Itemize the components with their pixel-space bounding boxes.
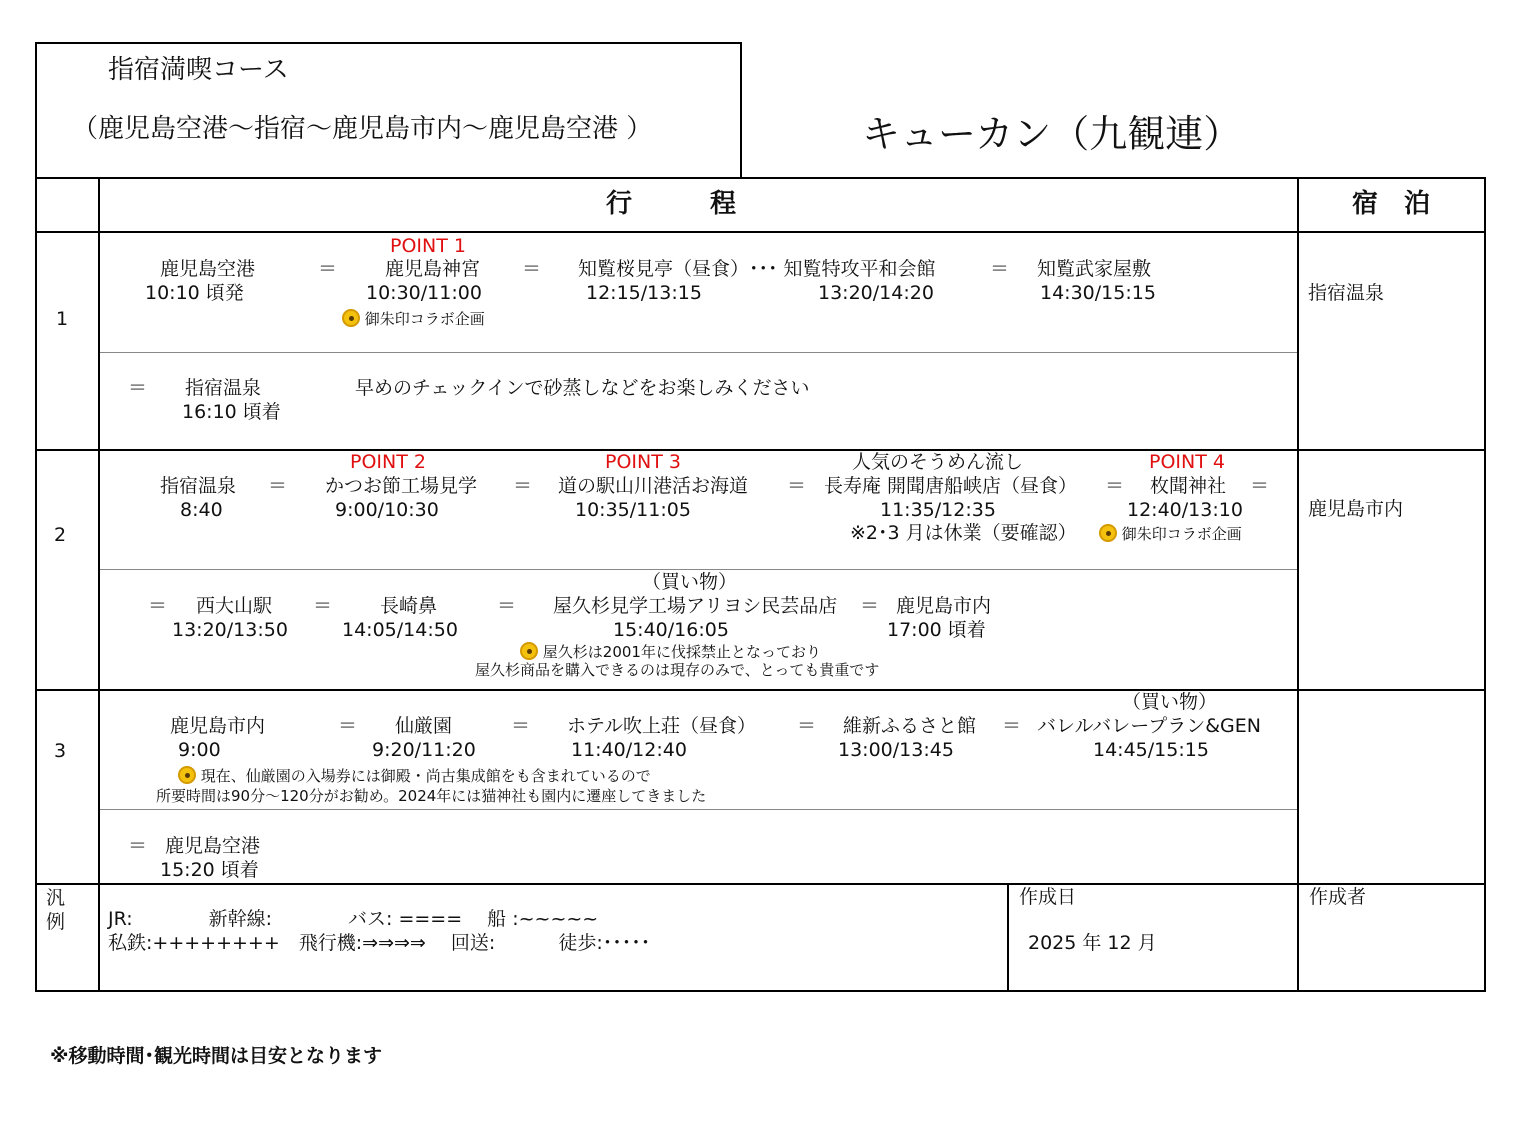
time: 11:35/12:35 <box>880 499 996 521</box>
stop: 鹿児島空港 <box>165 835 261 857</box>
company-name: キューカン（九観連） <box>862 112 1242 156</box>
day-number: 1 <box>56 308 69 330</box>
caption: （買い物） <box>1122 691 1218 713</box>
point-label: POINT 1 <box>390 235 466 257</box>
stop: 維新ふるさと館 <box>843 715 977 737</box>
point-label: POINT 3 <box>605 451 681 473</box>
stop: 鹿児島市内 <box>896 595 992 617</box>
lodging: 指宿温泉 <box>1308 282 1385 304</box>
time: 14:30/15:15 <box>1040 282 1156 304</box>
transfer-sign: ＝ <box>860 595 880 617</box>
flower-icon <box>342 309 360 327</box>
day-number: 2 <box>54 524 67 546</box>
time: 15:40/16:05 <box>613 619 729 641</box>
time: 15:20 頃着 <box>160 859 259 881</box>
transfer-sign: ＝ <box>148 595 168 617</box>
stop: 仙厳園 <box>395 715 453 737</box>
footnote: ※移動時間･観光時間は目安となります <box>50 1045 382 1067</box>
transfer-sign: ＝ <box>797 715 817 737</box>
time: 13:20/14:20 <box>818 282 934 304</box>
transfer-sign: ＝ <box>338 715 358 737</box>
time: 12:15/13:15 <box>586 282 702 304</box>
note: 所要時間は90分～120分がお勧め。2024年には猫神社も園内に遷座してきました <box>156 787 707 805</box>
stop: 枚聞神社 <box>1150 475 1227 497</box>
closed-note: ※2･3 月は休業（要確認） <box>850 522 1077 544</box>
transfer-sign: ＝ <box>513 475 533 497</box>
time: 10:10 頃発 <box>145 282 244 304</box>
flower-icon <box>178 766 196 784</box>
stop: 西大山駅 <box>196 595 273 617</box>
transfer-sign: ＝ <box>1002 715 1022 737</box>
legend-line: JR: 新幹線: バス: ==== 船 :~~~~~ <box>108 908 599 930</box>
stop: かつお節工場見学 <box>325 475 478 497</box>
time: 9:00 <box>178 739 221 761</box>
transfer-sign: ＝ <box>318 258 338 280</box>
remark: 早めのチェックインで砂蒸しなどをお楽しみください <box>355 377 810 399</box>
stop: 指宿温泉 <box>185 377 262 399</box>
flower-icon <box>1099 524 1117 542</box>
stop: 指宿温泉 <box>160 475 237 497</box>
time: 14:05/14:50 <box>342 619 458 641</box>
created-value: 2025 年 12 月 <box>1028 932 1157 954</box>
transfer-sign: ＝ <box>497 595 517 617</box>
note <box>342 309 485 328</box>
note <box>520 642 821 661</box>
note-text: 屋久杉は2001年に伐採禁止となっており <box>542 643 821 661</box>
created-label: 作成日 <box>1019 886 1077 908</box>
time: 9:20/11:20 <box>372 739 476 761</box>
time: 16:10 頃着 <box>182 401 281 423</box>
time: 14:45/15:15 <box>1093 739 1209 761</box>
note-text: 御朱印コラボ企画 <box>364 310 485 328</box>
transfer-sign: ＝ <box>990 258 1010 280</box>
transfer-sign: ＝ <box>313 595 333 617</box>
stop: 長崎鼻 <box>380 595 438 617</box>
transfer-sign: ＝ <box>128 377 148 399</box>
stop: 道の駅山川港活お海道 <box>558 475 749 497</box>
caption: （買い物） <box>642 571 738 593</box>
time: 11:40/12:40 <box>571 739 687 761</box>
author-label: 作成者 <box>1309 886 1367 908</box>
note <box>178 766 651 785</box>
lodging-header: 宿 泊 <box>1352 189 1431 219</box>
stop: 鹿児島空港 <box>160 258 256 280</box>
note-text: 御朱印コラボ企画 <box>1121 525 1242 543</box>
stop: 知覧武家屋敷 <box>1037 258 1152 280</box>
point-label: POINT 2 <box>350 451 426 473</box>
legend-label: 汎 例 <box>46 887 66 933</box>
transfer-sign: ＝ <box>268 475 288 497</box>
transfer-sign: ＝ <box>511 715 531 737</box>
course-name: 指宿満喫コース <box>108 55 289 85</box>
flower-icon <box>520 642 538 660</box>
transfer-sign: ＝ <box>787 475 807 497</box>
stop: 鹿児島市内 <box>170 715 266 737</box>
stop: 長寿庵 開聞唐船峡店（昼食） <box>824 475 1078 497</box>
transfer-sign: ＝ <box>1250 475 1270 497</box>
time: 9:00/10:30 <box>335 499 439 521</box>
course-route: （鹿児島空港～指宿～鹿児島市内～鹿児島空港 ） <box>72 114 653 144</box>
time: 10:30/11:00 <box>366 282 482 304</box>
time: 13:20/13:50 <box>172 619 288 641</box>
time: 8:40 <box>180 499 223 521</box>
time: 17:00 頃着 <box>887 619 986 641</box>
stop: ホテル吹上荘（昼食） <box>567 715 757 737</box>
time: 13:00/13:45 <box>838 739 954 761</box>
note <box>1099 524 1242 543</box>
stop: 屋久杉見学工場アリヨシ民芸品店 <box>553 595 838 617</box>
day-number: 3 <box>54 740 67 762</box>
point-label: POINT 4 <box>1149 451 1225 473</box>
lodging: 鹿児島市内 <box>1308 498 1404 520</box>
transfer-sign: ＝ <box>522 258 542 280</box>
transfer-sign: ＝ <box>128 835 148 857</box>
stop: バレルバレープラン&GEN <box>1037 715 1262 737</box>
stop: 鹿児島神宮 <box>385 258 481 280</box>
time: 12:40/13:10 <box>1127 499 1243 521</box>
time: 10:35/11:05 <box>575 499 691 521</box>
stop: 知覧桜見亭（昼食）･･･ 知覧特攻平和会館 <box>578 258 936 280</box>
legend-line: 私鉄:++++++++ 飛行機:⇒⇒⇒⇒ 回送: 徒歩:･････ <box>108 932 651 954</box>
note-text: 現在、仙厳園の入場券には御殿・尚古集成館をも含まれているので <box>200 767 651 785</box>
transfer-sign: ＝ <box>1105 475 1125 497</box>
itinerary-header: 行 程 <box>606 189 737 219</box>
caption: 人気のそうめん流し <box>852 451 1024 473</box>
note: 屋久杉商品を購入できるのは現存のみで、とっても貴重です <box>475 661 880 679</box>
